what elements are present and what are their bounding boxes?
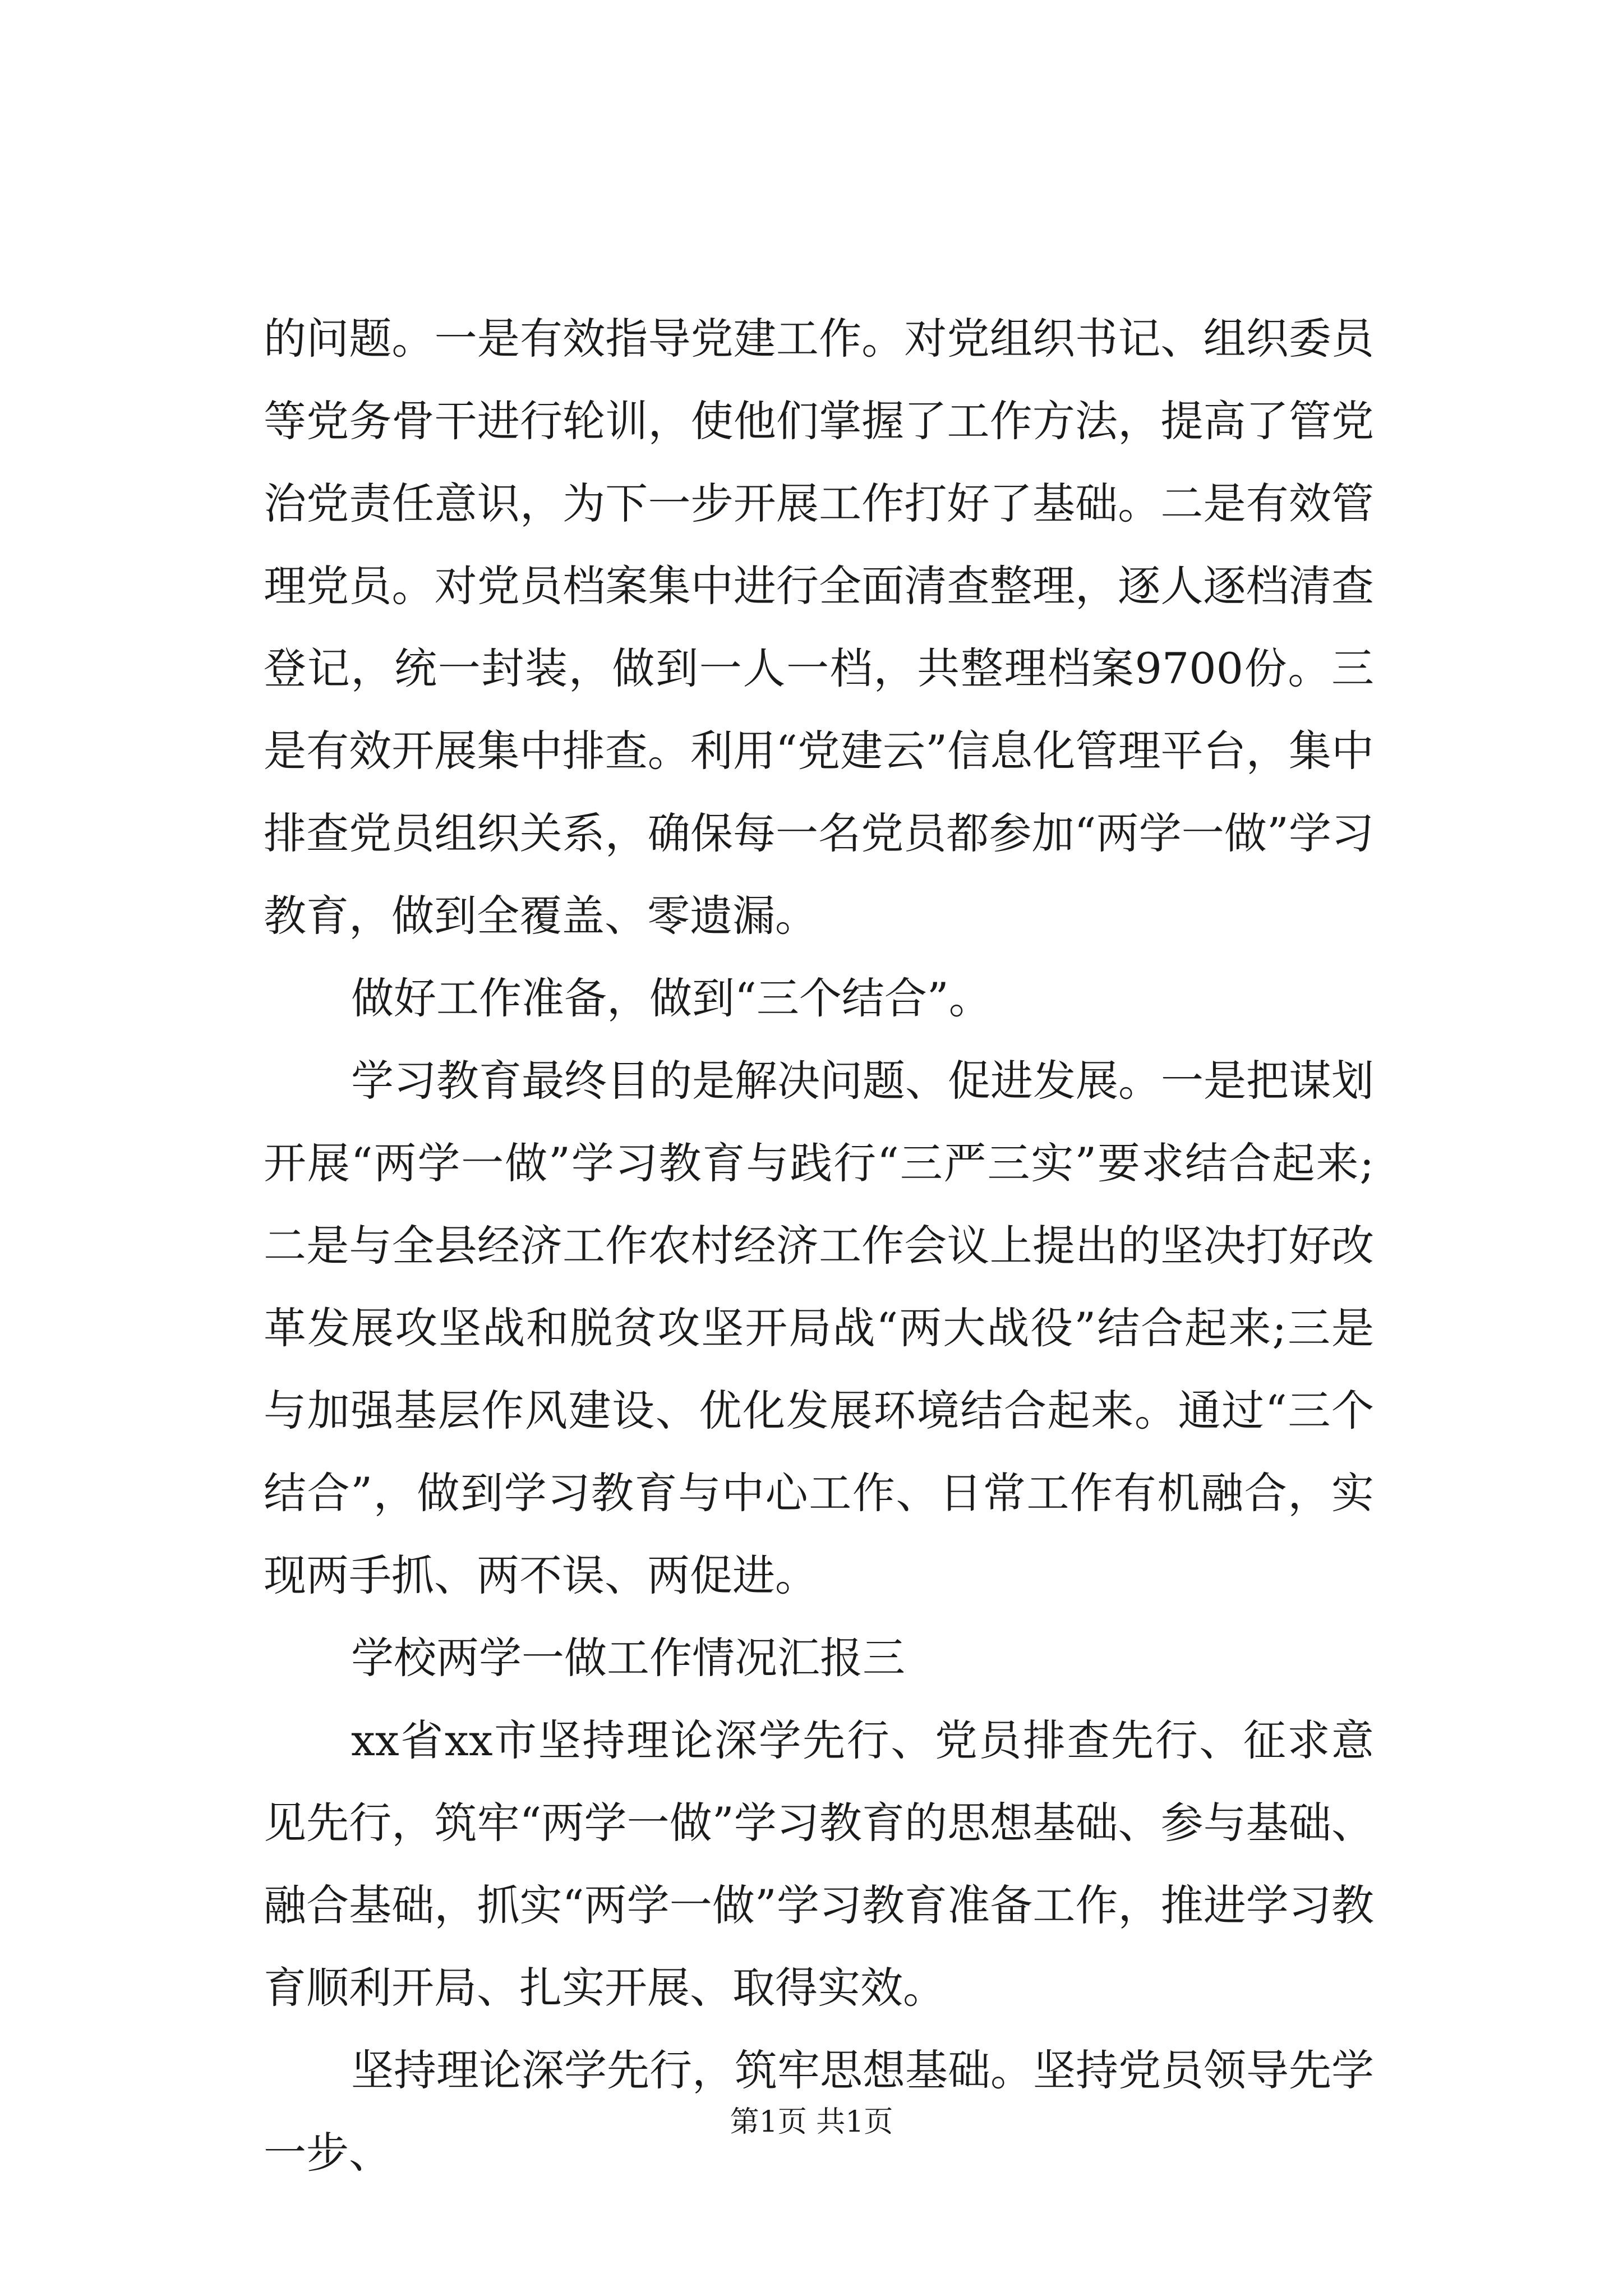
paragraph-1: 的问题。一是有效指导党建工作。对党组织书记、组织委员等党务骨干进行轮训，使他们掌握了工作方法，提高了管党治党责任意识，为下一步开展工作打好了基础。二是有效管理党员。对党员档案集中进行全面清查整理，逐人逐档清查登记，统一封装，做到一人一档，共整理档案9700份。三是有效开展集中排查。利用“党建云”信息化管理平台，集中排查党员组织关系，确保每一名党员都参加“两学一做”学习教育，做到全覆盖、零遗漏。 (264, 314, 1374, 941)
section-heading: 学校两学一做工作情况汇报三 (351, 1633, 905, 1683)
page-footer: 第1页 共1页 (730, 2105, 893, 2139)
paragraph-6: 坚持理论深学先行，筑牢思想基础。坚持党员领导先学一步、 (264, 2045, 1374, 2178)
paragraph-5: xx省xx市坚持理论深学先行、党员排查先行、征求意见先行，筑牢“两学一做”学习教育的思想基础、参与基础、融合基础，抓实“两学一做”学习教育准备工作，推进学习教育顺利开局、扎实开展、取得实效。 (264, 1715, 1374, 2013)
paragraph-2: 做好工作准备，做到“三个结合”。 (351, 973, 992, 1023)
document-body (264, 297, 1374, 2194)
paragraph-3: 学习教育最终目的是解决问题、促进发展。一是把谋划开展“两学一做”学习教育与践行“三严三实”要求结合起来;二是与全县经济工作农村经济工作会议上提出的坚决打好改革发展攻坚战和脱贫攻坚开局战“两大战役”结合起来;三是与加强基层作风建设、优化发展环境结合起来。通过“三个结合”，做到学习教育与中心工作、日常工作有机融合，实现两手抓、两不误、两促进。 (264, 1056, 1374, 1600)
